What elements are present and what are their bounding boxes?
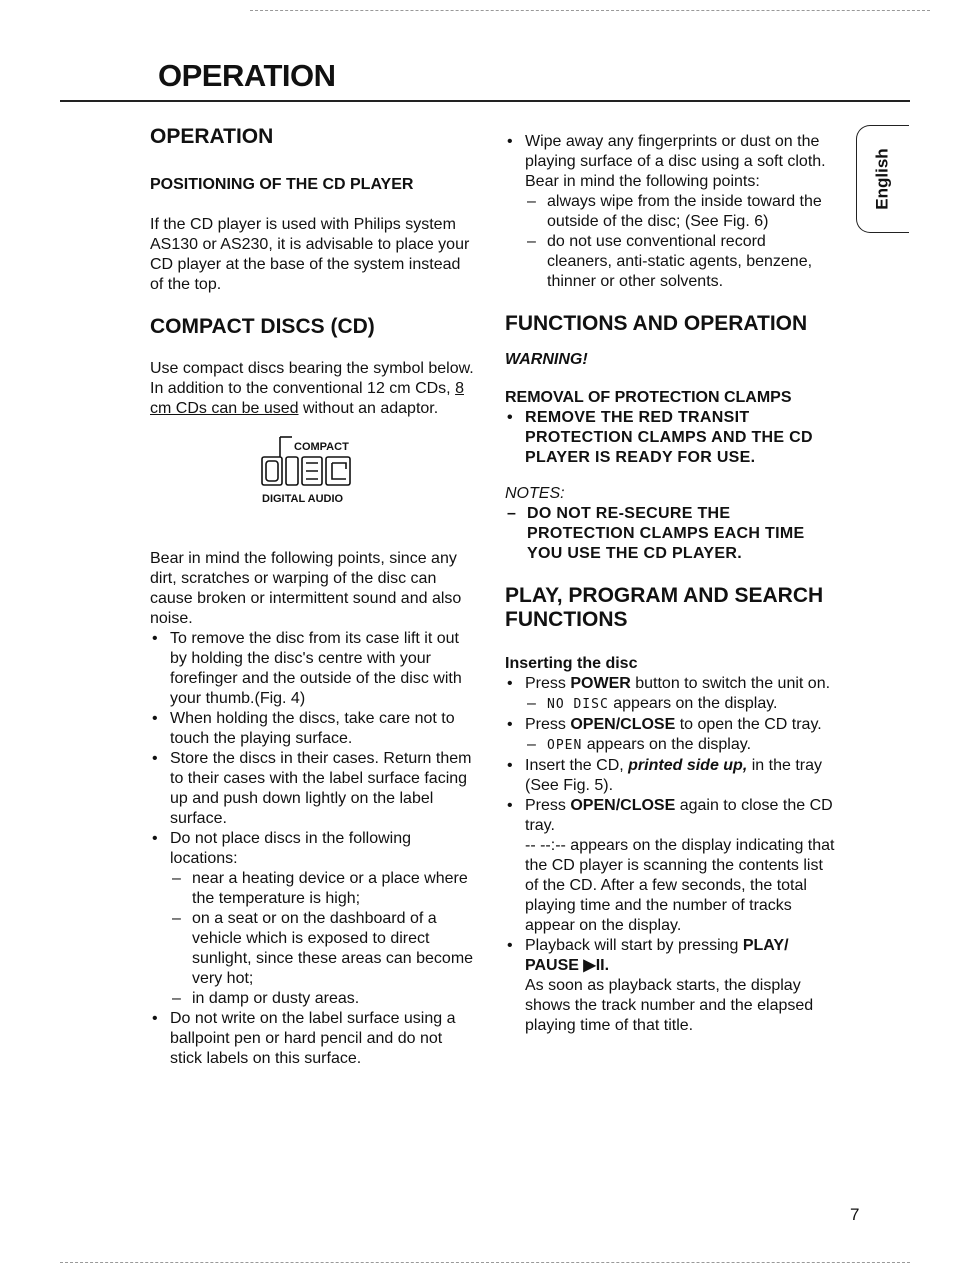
lcd-no-disc: NO DISC bbox=[547, 697, 609, 712]
list-item: – on a seat or on the dashboard of a vehicle which is exposed to direct sunlight, since these areas can become very hot; bbox=[170, 909, 478, 989]
list-item bbox=[505, 796, 835, 936]
page-number: 7 bbox=[850, 1205, 860, 1224]
list-item bbox=[505, 936, 835, 1036]
power-key-label: POWER bbox=[570, 675, 631, 692]
removal-list bbox=[505, 408, 835, 468]
step-text: to open the CD tray. bbox=[675, 716, 822, 733]
scan-noise-bottom bbox=[60, 1262, 910, 1263]
display-note bbox=[525, 735, 835, 756]
list-item-text: Wipe away any fingerprints or dust on the playing surface of a disc using a soft cloth. Bear in mind the following points: bbox=[525, 133, 826, 190]
printed-side-up: printed side up, bbox=[628, 757, 748, 774]
compact-text-underlined: 8 cm CDs can be used bbox=[150, 380, 464, 417]
list-item-text: Do not place discs in the following locations: bbox=[170, 830, 412, 867]
operation-heading: OPERATION bbox=[150, 125, 274, 148]
inserting-heading: Inserting the disc bbox=[505, 655, 638, 672]
step-text: button to switch the unit on. bbox=[630, 675, 831, 692]
display-note bbox=[525, 694, 835, 715]
step-text: appears on the display. bbox=[608, 695, 778, 712]
compact-discs-heading: COMPACT DISCS (CD) bbox=[150, 315, 375, 338]
compact-discs-paragraph bbox=[150, 359, 478, 419]
left-column bbox=[150, 125, 478, 1069]
lcd-open: OPEN bbox=[547, 738, 583, 753]
open-close-key-label: OPEN/CLOSE bbox=[570, 797, 676, 814]
wipe-points-list bbox=[525, 192, 835, 292]
language-tab bbox=[856, 125, 909, 233]
compact-text-end: without an adaptor. bbox=[298, 400, 439, 417]
functions-heading: FUNCTIONS AND OPERATION bbox=[505, 312, 808, 335]
page-title: OPERATION bbox=[158, 58, 336, 93]
step-text: Playback will start by pressing bbox=[525, 937, 743, 954]
step-text: Press bbox=[525, 716, 571, 733]
list-item bbox=[525, 735, 835, 756]
step-text: appears on the display. bbox=[582, 736, 752, 753]
play-pause-key-label: PLAY/ PAUSE ▶II. bbox=[525, 937, 789, 974]
list-item: – do not use conventional record cleaners, anti-static agents, benzene, thinner or other solvents. bbox=[525, 232, 835, 292]
list-item bbox=[505, 756, 835, 796]
inserting-steps bbox=[505, 674, 835, 1036]
open-close-key-label: OPEN/CLOSE bbox=[570, 716, 676, 733]
disc-care-list bbox=[150, 629, 478, 1069]
scanning-note: -- --:-- appears on the display indicating that the CD player is scanning the contents list of the CD. After a few seconds, the total playing time and the number of tracks appear on the display. bbox=[525, 837, 835, 934]
play-program-heading: PLAY, PROGRAM AND SEARCH FUNCTIONS bbox=[505, 584, 824, 631]
step-text: Press bbox=[525, 675, 571, 692]
list-item: • Do not write on the label surface using a ballpoint pen or hard pencil and do not stick labels on this surface. bbox=[150, 1009, 478, 1069]
right-column bbox=[505, 132, 835, 1036]
step-text: again to close the CD tray. bbox=[525, 797, 833, 834]
removal-heading: REMOVAL OF PROTECTION CLAMPS bbox=[505, 389, 792, 406]
title-rule bbox=[60, 100, 910, 102]
list-item bbox=[505, 715, 835, 756]
notes-list bbox=[505, 504, 835, 564]
playback-note: As soon as playback starts, the display shows the track number and the elapsed playing time of that title. bbox=[525, 977, 814, 1034]
step-text: in the tray (See Fig. 5). bbox=[525, 757, 822, 794]
list-item bbox=[525, 694, 835, 715]
list-item: – in damp or dusty areas. bbox=[170, 989, 478, 1009]
step-text: Press bbox=[525, 797, 571, 814]
compact-disc-logo bbox=[150, 419, 478, 539]
logo-digital-audio-label: DIGITAL AUDIO bbox=[262, 493, 344, 505]
list-item: • To remove the disc from its case lift it out by holding the disc's centre with your forefinger and the outside of the disc with your thumb.(Fig. 4) bbox=[150, 629, 478, 709]
list-item bbox=[505, 132, 835, 292]
list-item bbox=[150, 829, 478, 1009]
step-text: Insert the CD, bbox=[525, 757, 629, 774]
list-item: • REMOVE THE RED TRANSIT PROTECTION CLAMPS AND THE CD PLAYER IS READY FOR USE. bbox=[505, 408, 835, 468]
wipe-list bbox=[505, 132, 835, 292]
notes-label: NOTES: bbox=[505, 485, 565, 502]
logo-compact-label: COMPACT bbox=[294, 441, 349, 453]
positioning-heading: POSITIONING OF THE CD PLAYER bbox=[150, 176, 414, 193]
list-item: – near a heating device or a place where the temperature is high; bbox=[170, 869, 478, 909]
list-item: – always wipe from the inside toward the outside of the disc; (See Fig. 6) bbox=[525, 192, 835, 232]
bear-in-mind-paragraph: Bear in mind the following points, since any dirt, scratches or warping of the disc can cause broken or intermittent sound and also noise. bbox=[150, 550, 462, 627]
list-item: – DO NOT RE-SECURE THE PROTECTION CLAMPS EACH TIME YOU USE THE CD PLAYER. bbox=[505, 504, 835, 564]
positioning-paragraph: If the CD player is used with Philips system AS130 or AS230, it is advisable to place your CD player at the base of the system instead of the top. bbox=[150, 216, 470, 293]
list-item bbox=[505, 674, 835, 715]
language-tab-label: English bbox=[873, 148, 892, 210]
locations-list bbox=[170, 869, 478, 1009]
compact-text-start: Use compact discs bearing the symbol below. In addition to the conventional 12 cm CDs, bbox=[150, 360, 474, 397]
list-item: • Store the discs in their cases. Return them to their cases with the label surface facing up and push down lightly on the label surface. bbox=[150, 749, 478, 829]
scan-noise-top bbox=[250, 10, 930, 11]
warning-label: WARNING! bbox=[505, 351, 588, 368]
list-item: • When holding the discs, take care not to touch the playing surface. bbox=[150, 709, 478, 749]
